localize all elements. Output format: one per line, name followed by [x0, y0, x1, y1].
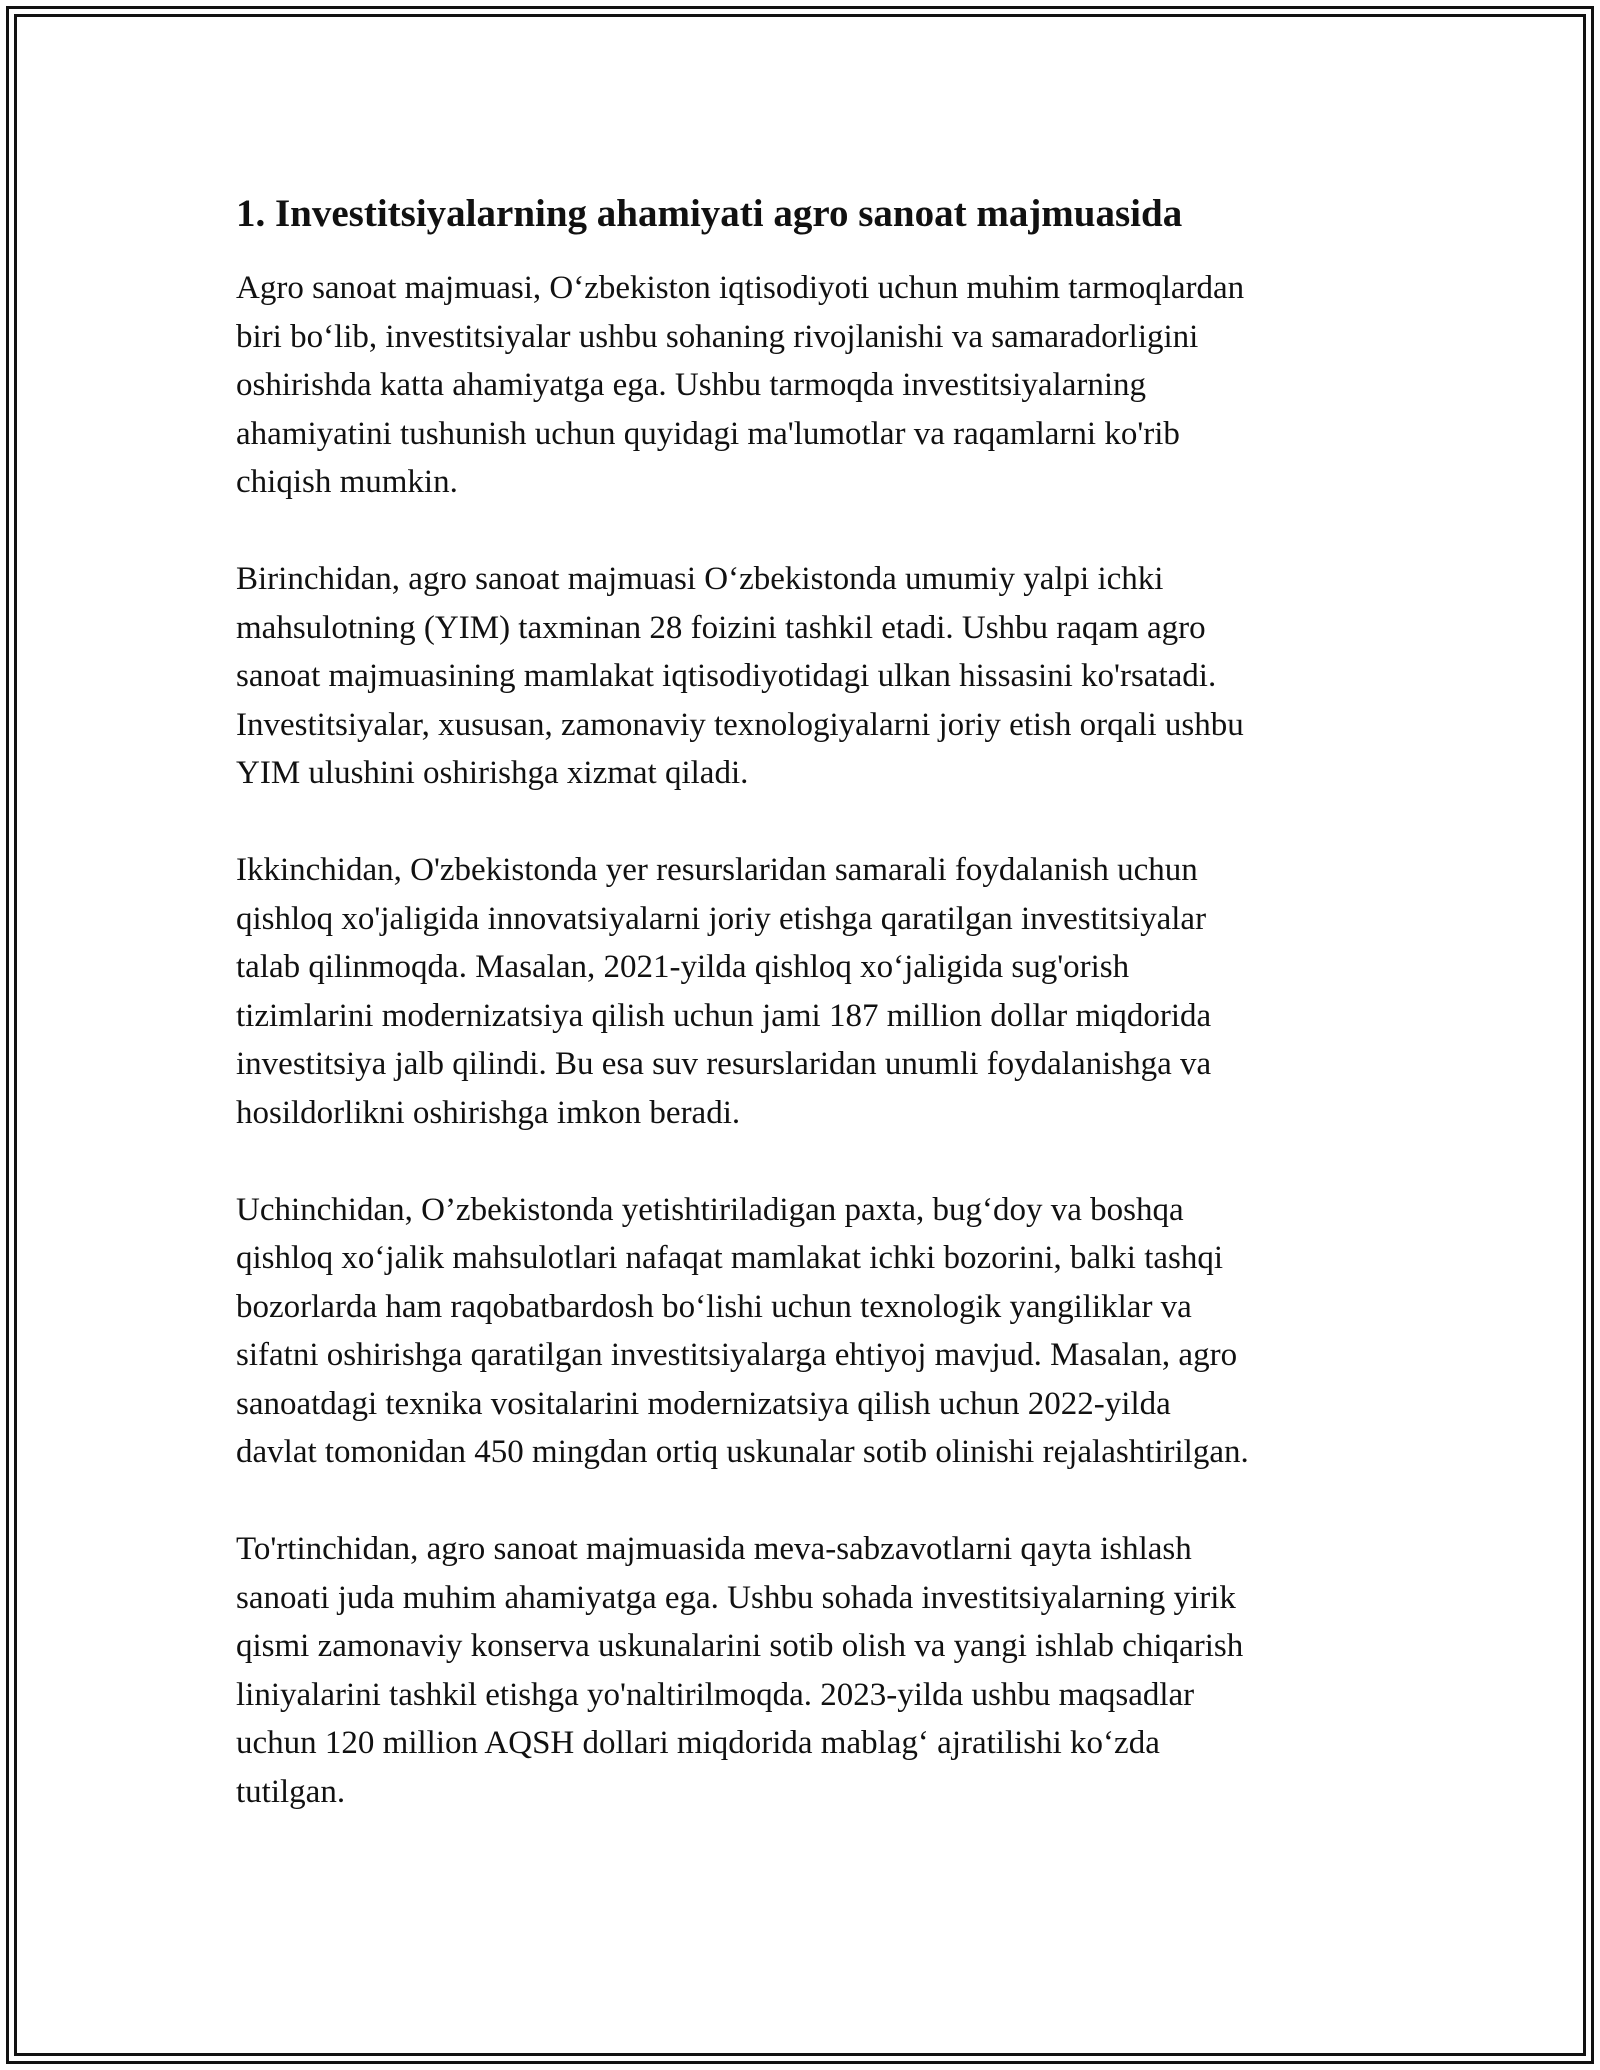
document-body: [236, 186, 1386, 1865]
paragraph-second: Ikkinchidan, O'zbekistonda yer resurslaridan samarali foydalanish uchun qishloq xo'jaligida innovatsiyalarni joriy etishga qaratilgan investitsiyalar talab qilinmoqda. Masalan, 2021-yilda qishloq xo‘jaligida sug'orish tizimlarini modernizatsiya qilish uchun jami 187 million dollar miqdorida investitsiya jalb qilindi. Bu esa suv resurslaridan unumli foydalanishga va hosildorlikni oshirishga imkon beradi.: [236, 852, 1212, 1131]
paragraph-fourth: To'rtinchidan, agro sanoat majmuasida meva-sabzavotlarni qayta ishlash sanoati juda muhim ahamiyatga ega. Ushbu sohada investitsiyalarning yirik qismi zamonaviy konserva uskunalarini sotib olish va yangi ishlab chiqarish liniyalarini tashkil etishga yo'naltirilmoqda. 2023-yilda ushbu maqsadlar uchun 120 million AQSH dollari miqdorida mablag‘ ajratilishi ko‘zda tutilgan.: [236, 1531, 1244, 1810]
section-heading: 1. Investitsiyalarning ahamiyati agro sanoat majmuasida: [236, 192, 1183, 235]
paragraph-intro: Agro sanoat majmuasi, O‘zbekiston iqtisodiyoti uchun muhim tarmoqlardan biri bo‘lib, investitsiyalar ushbu sohaning rivojlanishi va samaradorligini oshirishda katta ahamiyatga ega. Ushbu tarmoqda investitsiyalarning ahamiyatini tushunish uchun quyidagi ma'lumotlar va raqamlarni ko'rib chiqish mumkin.: [236, 270, 1245, 500]
paragraph-third: Uchinchidan, O’zbekistonda yetishtiriladigan paxta, bug‘doy va boshqa qishloq xo‘jalik mahsulotlari nafaqat mamlakat ichki bozorini, balki tashqi bozorlarda ham raqobatbardosh bo‘lishi uchun texnologik yangiliklar va sifatni oshirishga qaratilgan investitsiyalarga ehtiyoj mavjud. Masalan, agro sanoatdagi texnika vositalarini modernizatsiya qilish uchun 2022-yilda davlat tomonidan 450 mingdan ortiq uskunalar sotib olinishi rejalashtirilgan.: [236, 1191, 1249, 1470]
paragraph-first: Birinchidan, agro sanoat majmuasi O‘zbekistonda umumiy yalpi ichki mahsulotning (YIM) taxminan 28 foizini tashkil etadi. Ushbu raqam agro sanoat majmuasining mamlakat iqtisodiyotidagi ulkan hissasini ko'rsatadi. Investitsiyalar, xususan, zamonaviy texnologiyalarni joriy etish orqali ushbu YIM ulushini oshirishga xizmat qiladi.: [236, 561, 1244, 791]
